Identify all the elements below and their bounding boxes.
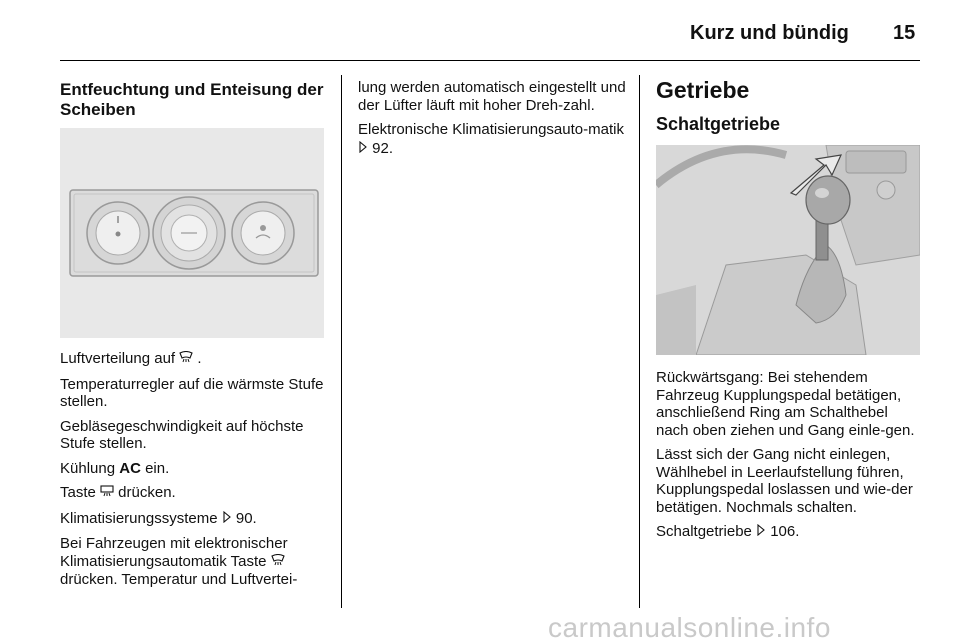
paragraph-electronic-climate: Bei Fahrzeugen mit elektronischer Klimatisierungsautomatik Taste drücken. Temperatur und Luftvertei-	[60, 535, 298, 588]
right-column	[656, 76, 922, 549]
watermark: carmanualsonline.info	[548, 612, 831, 643]
windscreen-defrost-icon	[271, 555, 285, 570]
column-divider-left	[341, 75, 342, 608]
header-rule	[60, 60, 920, 61]
paragraph-rear-window: Taste drücken.	[60, 484, 176, 501]
rear-window-heating-icon	[100, 486, 118, 501]
climate-control-panel-figure	[60, 128, 324, 338]
fan-speed-knob-icon	[153, 197, 225, 269]
section-heading-defrost: Entfeuchtung und Enteisung der Scheiben	[60, 80, 324, 119]
ac-label: AC	[119, 459, 141, 477]
reference-arrow-icon	[358, 142, 372, 157]
subheading-manual-transmission: Schaltgetriebe	[656, 114, 781, 134]
paragraph-gear-not-engaging: Lässt sich der Gang nicht einlegen, Wählhebel in Leerlaufstellung führen, Kupplungspedal loslassen und wie-der betätigen. Nochmals schalten.	[656, 446, 913, 516]
paragraph-fan-speed: Gebläsegeschwindigkeit auf höchste Stufe stellen.	[60, 417, 304, 452]
temperature-knob-icon	[87, 202, 149, 264]
paragraph-automatic-setting: lung werden automatisch eingestellt und der Lüfter läuft mit hoher Dreh-zahl.	[358, 79, 626, 114]
paragraph-temperature: Temperaturregler auf die wärmste Stufe stellen.	[60, 375, 324, 410]
reference-arrow-icon	[222, 512, 236, 527]
air-distribution-knob-icon	[232, 202, 294, 264]
windscreen-defrost-icon	[179, 352, 197, 367]
gear-lever-illustration	[656, 145, 920, 355]
gear-lever-figure	[656, 145, 920, 355]
paragraph-transmission-reference: Schaltgetriebe 106.	[656, 523, 800, 540]
page-number: 15	[893, 22, 916, 44]
climate-control-panel-illustration	[60, 128, 324, 338]
column-divider-right	[639, 75, 640, 608]
paragraph-air-distribution: Luftverteilung auf .	[60, 350, 202, 367]
paragraph-cooling: Kühlung AC ein.	[60, 459, 170, 477]
paragraph-reverse-gear: Rückwärtsgang: Bei stehendem Fahrzeug Kupplungspedal betätigen, anschließend Ring am Schalthebel nach oben ziehen und Gang einle-gen.	[656, 369, 915, 439]
page-header-title: Kurz und bündig	[690, 22, 849, 44]
paragraph-electronic-reference: Elektronische Klimatisierungsauto-matik 92.	[358, 121, 624, 157]
paragraph-climate-reference: Klimatisierungssysteme 90.	[60, 509, 257, 527]
reference-arrow-icon	[756, 525, 770, 540]
left-column	[60, 80, 328, 596]
section-heading-transmission: Getriebe	[656, 77, 750, 103]
middle-column	[358, 79, 626, 165]
